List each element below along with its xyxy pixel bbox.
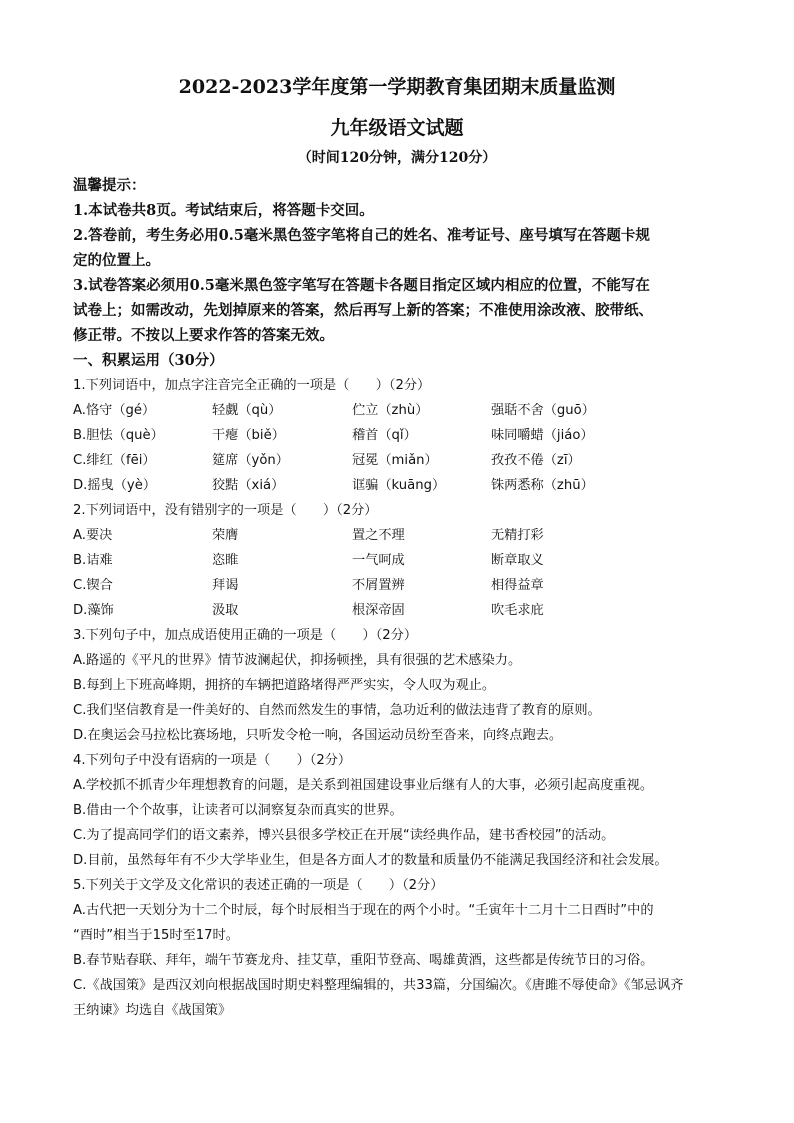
q2-option-b-1: B.诘难 [73,553,113,568]
q2-option-d-2: 汲取 [212,603,239,618]
q2-option-b-2: 恣睢 [212,553,239,568]
q1-option-b-1: B.胆怯（què） [73,428,164,443]
question-5-stem: 5.下列关于文学及文化常识的表述正确的一项是（ ）（2分） [73,878,444,893]
tips-heading: 温馨提示： [73,177,146,194]
q4-option-c: C.为了提高同学们的语文素养，博兴县很多学校正在开展“读经典作品，建书香校园”的活动。 [73,828,615,843]
q3-option-c: C.我们坚信教育是一件美好的、自然而然发生的事情，急功近利的做法违背了教育的原则。 [73,703,601,718]
q1-option-a-2: 轻觑（qù） [212,403,282,418]
q1-option-c-4: 孜孜不倦（zī） [491,453,581,468]
tip-1: 1.本试卷共8页。考试结束后，将答题卡交回。 [73,202,374,219]
q3-option-d: D.在奥运会马拉松比赛场地，只听发令枪一响，各国运动员纷至沓来，向终点跑去。 [73,728,563,743]
section-heading: 一、积累运用（30分） [73,352,224,369]
exam-time-info: （时间120分钟，满分120分） [297,150,497,166]
q2-option-d-1: D.藻饰 [73,603,114,618]
q5-option-c-line-1: C.《战国策》是西汉刘向根据战国时期史料整理编辑的，共33篇，分国编次。《唐雎不辱使命》《邹忌讽齐 [73,978,684,993]
q1-option-d-3: 诓骗（kuāng） [352,478,446,493]
q2-option-c-4: 相得益章 [491,578,544,593]
q2-option-a-4: 无精打彩 [491,528,544,543]
q2-option-d-4: 吹毛求庇 [491,603,544,618]
question-2-stem: 2.下列词语中，没有错别字的一项是（ ）（2分） [73,503,378,518]
q1-option-a-3: 伫立（zhù） [352,403,429,418]
q1-option-d-1: D.摇曳（yè） [73,478,157,493]
q2-option-a-1: A.要决 [73,528,113,543]
q5-option-a-line-2: “酉时”相当于15时至17时。 [73,928,239,943]
q2-option-a-2: 荣膺 [212,528,239,543]
exam-subtitle: 九年级语文试题 [330,117,464,139]
tip-3-line-3: 修正带。不按以上要求作答的答案无效。 [73,327,334,344]
question-3-stem: 3.下列句子中，加点成语使用正确的一项是（ ）（2分） [73,628,418,643]
q1-option-b-2: 干瘪（biě） [212,428,285,443]
q5-option-c-line-2: 王纳谏》均选自《战国策》 [73,1003,232,1018]
q2-option-b-4: 断章取义 [491,553,544,568]
q2-option-c-2: 拜谒 [212,578,239,593]
exam-title: 2022-2023学年度第一学期教育集团期末质量监测 [178,76,616,98]
q2-option-c-1: C.锲合 [73,578,113,593]
q5-option-a-line-1: A.古代把一天划分为十二个时辰，每个时辰相当于现在的两个小时。“壬寅年十二月十二日酉时”中的 [73,903,654,918]
q4-option-a: A.学校抓不抓青少年理想教育的问题，是关系到祖国建设事业后继有人的大事，必须引起高度重视。 [73,778,654,793]
q4-option-b: B.借由一个个故事，让读者可以洞察复杂而真实的世界。 [73,803,403,818]
q1-option-b-3: 稽首（qǐ） [352,428,417,443]
q1-option-c-2: 筵席（yǒn） [212,453,289,468]
q2-option-c-3: 不屑置辨 [352,578,405,593]
q1-option-d-2: 狡黠（xiá） [212,478,285,493]
q3-option-b: B.每到上下班高峰期，拥挤的车辆把道路堵得严严实实，令人叹为观止。 [73,678,496,693]
q1-option-c-1: C.绯红（fēi） [73,453,156,468]
tip-2-line-2: 定的位置上。 [73,252,160,269]
q2-option-a-3: 置之不理 [352,528,405,543]
q3-option-a: A.路遥的《平凡的世界》情节波澜起伏，抑扬顿挫，具有很强的艺术感染力。 [73,653,522,668]
q2-option-d-3: 根深帝固 [352,603,405,618]
tip-3-line-2: 试卷上；如需改动，先划掉原来的答案，然后再写上新的答案；不准使用涂改液、胶带纸、 [73,302,653,319]
q1-option-a-1: A.恪守（gé） [73,403,156,418]
tip-2-line-1: 2.答卷前，考生务必用0.5毫米黑色签字笔将自己的姓名、准考证号、座号填写在答题卡规 [73,227,650,244]
q1-option-d-4: 铢两悉称（zhū） [491,478,594,493]
q2-option-b-3: 一气呵成 [352,553,405,568]
q4-option-d: D.目前，虽然每年有不少大学毕业生，但是各方面人才的数量和质量仍不能满足我国经济和社会发展。 [73,853,668,868]
question-4-stem: 4.下列句子中没有语病的一项是（ ）（2分） [73,753,352,768]
q1-option-b-4: 味同嚼蜡（jiáo） [491,428,594,443]
q5-option-b: B.春节贴春联、拜年，端午节赛龙舟、挂艾草，重阳节登高、喝雄黄酒，这些都是传统节日的习俗。 [73,953,654,968]
q1-option-a-4: 强聒不舍（guō） [491,403,595,418]
tip-3-line-1: 3.试卷答案必须用0.5毫米黑色签字笔写在答题卡各题目指定区域内相应的位置，不能写在 [73,277,650,294]
question-1-stem: 1.下列词语中，加点字注音完全正确的一项是（ ）（2分） [73,378,431,393]
q1-option-c-3: 冠冕（miǎn） [352,453,438,468]
